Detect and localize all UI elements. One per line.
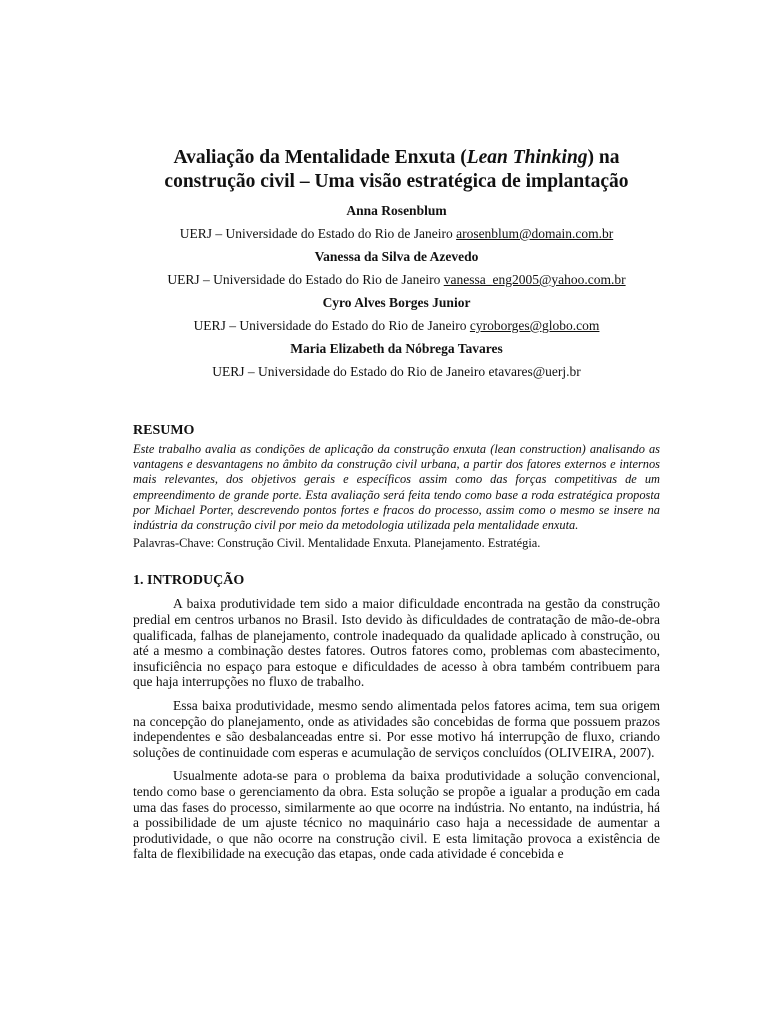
author-name: Vanessa da Silva de Azevedo bbox=[314, 249, 479, 264]
affiliation-text: UERJ – Universidade do Estado do Rio de Janeiro bbox=[212, 364, 489, 379]
title-text-after: ) na construção civil – Uma visão estratégica de implantação bbox=[164, 147, 629, 192]
author-email-link[interactable]: vanessa_eng2005@yahoo.com.br bbox=[443, 272, 626, 287]
author-name: Cyro Alves Borges Junior bbox=[322, 295, 471, 310]
introduction-heading: 1. INTRODUÇÃO bbox=[133, 573, 245, 589]
author-email-link[interactable]: arosenblum@domain.com.br bbox=[456, 226, 614, 241]
author-email-link[interactable]: cyroborges@globo.com bbox=[469, 318, 600, 333]
author-email: etavares@uerj.br bbox=[488, 364, 581, 379]
paper-title bbox=[133, 146, 660, 194]
author-block bbox=[133, 203, 660, 380]
affiliation-text: UERJ – Universidade do Estado do Rio de Janeiro bbox=[167, 272, 444, 287]
author-affiliation bbox=[133, 364, 660, 380]
abstract-text: Este trabalho avalia as condições de aplicação da construção enxuta (lean construction) analisando as vantagens e desvantagens no âmbito da construção civil urbana, a partir dos fatores externos e internos mais relevantes, dos objetivos gerais e específicos assim como das forças competitivas de um empreendimento de grande porte. Esta avaliação será feita tendo como base a roda estratégica proposta por Michael Porter, descrevendo pontos fortes e fracos do processo, assim como o mesmo se insere na indústria da construção civil por meio da metodologia utilizada pela mentalidade enxuta. bbox=[133, 442, 660, 533]
title-text-before: Avaliação da Mentalidade Enxuta ( bbox=[173, 147, 467, 168]
author-affiliation bbox=[133, 318, 660, 334]
author-name: Maria Elizabeth da Nóbrega Tavares bbox=[290, 341, 503, 356]
body-paragraph: A baixa produtividade tem sido a maior dificuldade encontrada na gestão da construção predial em centros urbanos no Brasil. Isto devido às dificuldades de contratação de mão-de-obra qualificada, falhas de planejamento, controle inadequado da qualidade aplicado à construção, ou até a mesmo a combinação destes fatores. Outros fatores como, problemas com abastecimento, insuficiência no espaço para estoque e dificuldades de acesso à obra também contribuem para que haja interrupções no fluxo de trabalho. bbox=[133, 596, 660, 690]
body-paragraph: Essa baixa produtividade, mesmo sendo alimentada pelos fatores acima, tem sua origem na concepção do planejamento, onde as atividades são concebidas de forma que possuem prazos independentes e são desbalanceadas entre si. Por esse motivo há interrupção de fluxo, criando soluções de continuidade com esperas e acumulação de serviços concluídos (OLIVEIRA, 2007). bbox=[133, 697, 660, 760]
body-paragraph: Usualmente adota-se para o problema da baixa produtividade a solução convencional, tendo como base o gerenciamento da obra. Esta solução se propõe a igualar a produção em cada uma das fases do processo, similarmente ao que ocorre na indústria. No entanto, na indústria, há a possibilidade de um ajuste técnico no maquinário caso haja a necessidade de aumentar a produtividade, o que não ocorre na construção civil. E esta limitação provoca a existência de falta de flexibilidade na execução das etapas, onde cada atividade é concebida e bbox=[133, 768, 660, 862]
affiliation-text: UERJ – Universidade do Estado do Rio de Janeiro bbox=[193, 318, 470, 333]
abstract-heading: RESUMO bbox=[133, 423, 195, 438]
keywords: Palavras-Chave: Construção Civil. Mentalidade Enxuta. Planejamento. Estratégia. bbox=[133, 536, 541, 551]
affiliation-text: UERJ – Universidade do Estado do Rio de Janeiro bbox=[179, 226, 457, 241]
author-name: Anna Rosenblum bbox=[346, 203, 447, 218]
author-affiliation bbox=[133, 226, 660, 242]
author-affiliation bbox=[133, 272, 660, 288]
title-italic-term: Lean Thinking bbox=[466, 147, 588, 168]
